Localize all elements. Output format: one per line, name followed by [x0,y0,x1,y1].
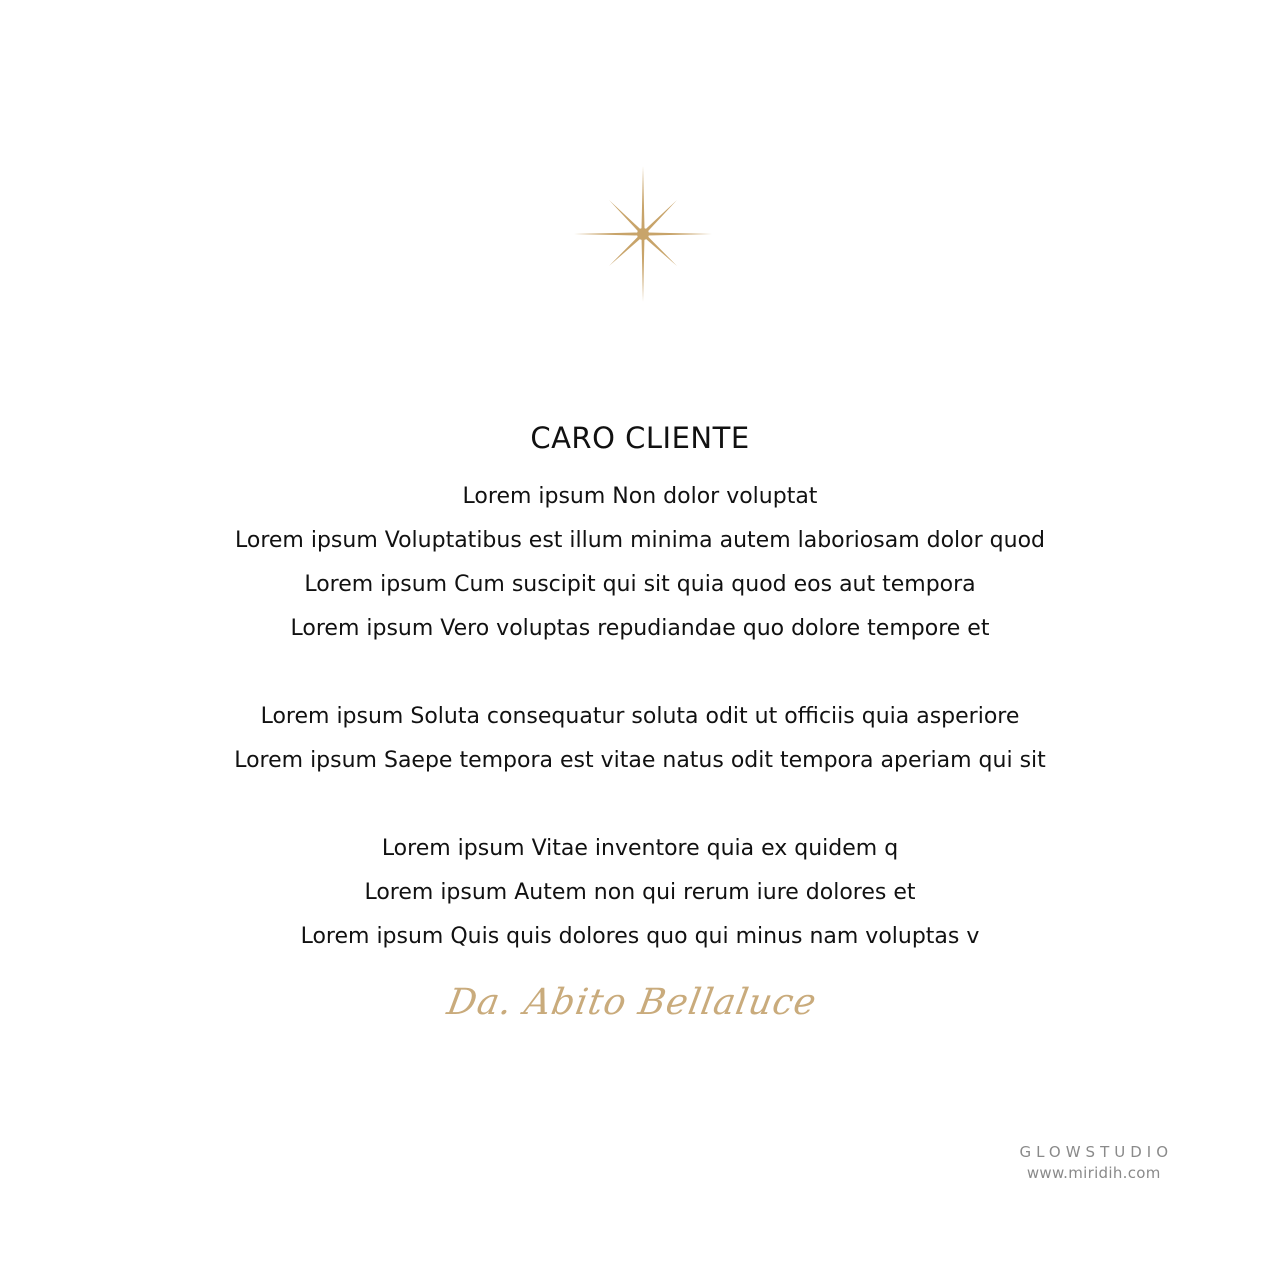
letter-line: Lorem ipsum Soluta consequatur soluta odit ut officiis quia asperiore [260,704,1020,729]
letter-line: Lorem ipsum Voluptatibus est illum minima autem laboriosam dolor quod [235,528,1045,553]
letter-line: Lorem ipsum Saepe tempora est vitae natus odit tempora aperiam qui sit [234,748,1046,773]
blank-line [0,651,1280,695]
letter-body [0,475,1280,959]
letter-line: Lorem ipsum Vero voluptas repudiandae quo dolore tempore et [290,616,990,641]
signature: Da. Abito Bellaluce [443,982,821,1023]
letter-line: Lorem ipsum Quis quis dolores quo qui minus nam voluptas v [300,924,980,949]
letter-line: Lorem ipsum Autem non qui rerum iure dolores et [364,880,916,905]
sparkle-star-icon [574,166,712,302]
letter-line: Lorem ipsum Non dolor voluptat [462,484,818,509]
brand-name: GLOWSTUDIO [1019,1143,1173,1161]
brand-footer [1019,1142,1173,1184]
letter-line: Lorem ipsum Cum suscipit qui sit quia quod eos aut tempora [304,572,976,597]
letter-line: Lorem ipsum Vitae inventore quia ex quidem q [381,836,899,861]
letter-title: CARO CLIENTE [530,421,750,455]
brand-url: www.miridih.com [1026,1164,1161,1182]
blank-line [0,783,1280,827]
